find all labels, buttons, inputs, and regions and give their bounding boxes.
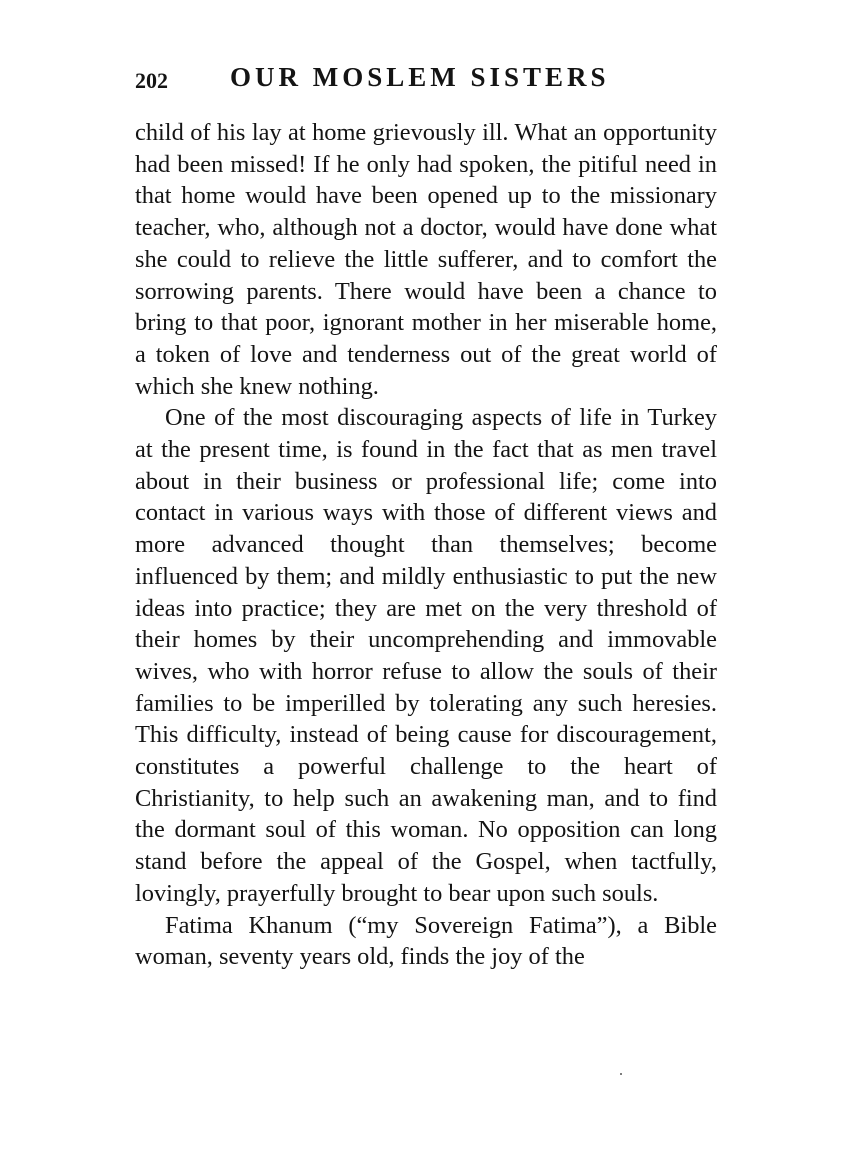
paper-speck bbox=[620, 1073, 622, 1075]
paragraph-turkey: One of the most discouraging aspects of life in Turkey at the present time, is found in the fact that as men travel about in their business or professional life; come into contact in various ways with those of different views and more advanced thought than themselves; become influenced by them; and mildly enthusiastic to put the new ideas into practice; they are met on the very threshold of their homes by their uncomprehending and immovable wives, who with horror refuse to allow the souls of their families to be imperilled by tolerating any such heresies. This difficulty, instead of being cause for discouragement, constitutes a powerful challenge to the heart of Christianity, to help such an awakening man, and to find the dormant soul of this woman. No opposition can long stand before the appeal of the Gospel, when tactfully, lovingly, prayerfully brought to bear upon such souls. bbox=[135, 404, 717, 907]
running-title: OUR MOSLEM SISTERS bbox=[230, 62, 610, 92]
paragraph-fatima: Fatima Khanum (“my Sovereign Fatima”), a Bible woman, seventy years old, finds the joy of the bbox=[135, 911, 717, 971]
body-text bbox=[135, 117, 717, 973]
running-head bbox=[135, 62, 725, 98]
page-number: 202 bbox=[135, 68, 168, 93]
paragraph-continuation: child of his lay at home grievously ill. What an opportunity had been missed! If he only had spoken, the pitiful need in that home would have been opened up to the missionary teacher, who, although not a doctor, would have done what she could to relieve the little sufferer, and to comfort the sorrowing parents. There would have been a chance to bring to that poor, ignorant mother in her miserable home, a token of love and tenderness out of the great world of which she knew nothing. bbox=[135, 119, 717, 400]
